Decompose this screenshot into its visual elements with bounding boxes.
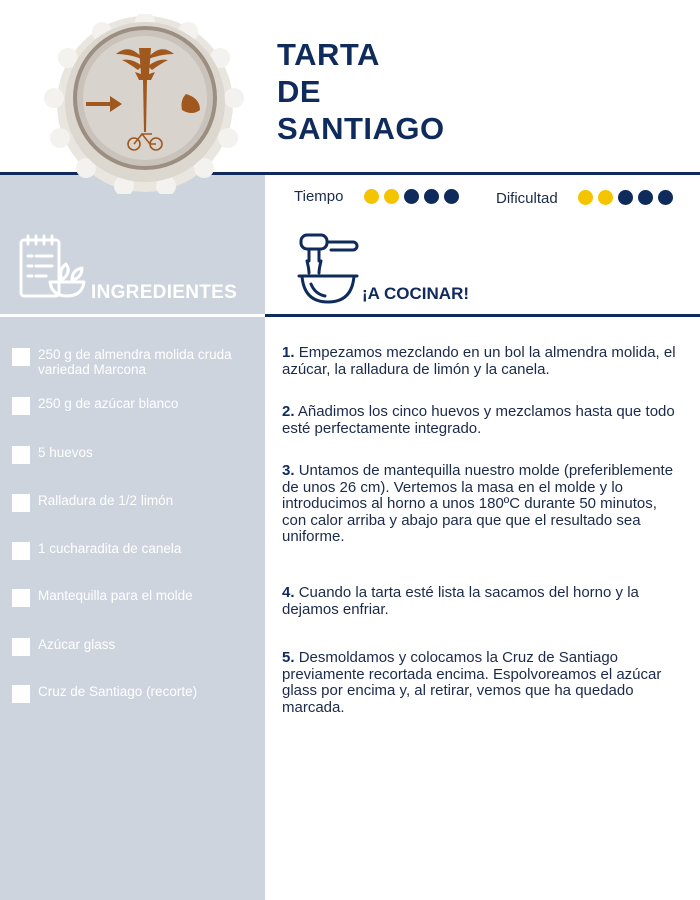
rating-dot [598,190,613,205]
time-rating [364,189,459,204]
difficulty-rating [578,190,673,205]
ingredient-text: 250 g de almendra molida cruda variedad Marcona [38,347,232,377]
step-number: 4. [282,584,295,601]
ingredients-heading: INGREDIENTES [91,282,238,303]
ingredient-item[interactable] [12,396,257,415]
cooking-step [282,463,684,546]
cooking-step [282,585,684,618]
title-line-2: DE [277,74,322,109]
ingredient-checkbox[interactable] [12,494,30,512]
rating-dot [424,189,439,204]
cooking-divider [265,314,700,317]
ingredient-text: 1 cucharadita de canela [38,541,182,556]
cooking-step [282,650,684,716]
ingredient-text: 5 huevos [38,445,93,460]
rating-dot [638,190,653,205]
ingredient-text: Azúcar glass [38,637,116,652]
step-text: Cuando la tarta esté lista la sacamos del horno y la dejamos enfriar. [282,584,639,618]
rating-dot [618,190,633,205]
ingredient-checkbox[interactable] [12,446,30,464]
ingredient-text: Ralladura de 1/2 limón [38,493,174,508]
rating-dot [404,189,419,204]
ingredient-checkbox[interactable] [12,589,30,607]
ingredient-item[interactable] [12,493,257,512]
rating-dot [578,190,593,205]
difficulty-label: Dificultad [496,190,558,207]
ingredient-checkbox[interactable] [12,685,30,703]
rating-dot [444,189,459,204]
ingredient-item[interactable] [12,588,257,607]
cooking-heading: ¡A COCINAR! [362,284,470,303]
ingredient-item[interactable] [12,637,257,656]
cake-santiago-photo [38,14,252,194]
step-number: 5. [282,649,295,666]
recipe-title [277,36,445,147]
hand-mixer-bowl-icon [297,232,359,306]
ingredient-item[interactable] [12,445,257,464]
ingredient-text: 250 g de azúcar blanco [38,396,179,411]
ingredients-divider [0,314,265,317]
time-label: Tiempo [294,188,344,205]
step-number: 3. [282,462,295,479]
step-number: 1. [282,344,295,361]
ingredient-item[interactable] [12,347,257,377]
ingredient-text: Mantequilla para el molde [38,588,193,603]
ingredient-checkbox[interactable] [12,397,30,415]
title-line-1: TARTA [277,37,380,72]
ingredient-checkbox[interactable] [12,348,30,366]
rating-dot [658,190,673,205]
title-line-3: SANTIAGO [277,111,445,146]
cooking-step [282,345,684,378]
ingredient-item[interactable] [12,541,257,560]
ingredient-checkbox[interactable] [12,542,30,560]
ingredient-text: Cruz de Santiago (recorte) [38,684,198,699]
ingredient-checkbox[interactable] [12,638,30,656]
step-text: Desmoldamos y colocamos la Cruz de Santiago previamente recortada encima. Espolvoreamos el azúcar glass por encima y, al retirar, vemos que ha quedado marcada. [282,649,662,716]
rating-dot [384,189,399,204]
step-text: Untamos de mantequilla nuestro molde (preferiblemente de unos 26 cm). Vertemos la masa en el molde y lo introducimos al horno a unos 180ºC durante 50 minutos, con calor arriba y abajo para que que el resultado sea uniforme. [282,462,674,545]
step-text: Empezamos mezclando en un bol la almendra molida, el azúcar, la ralladura de limón y la canela. [282,344,676,378]
ingredient-item[interactable] [12,684,257,703]
cooking-step [282,404,684,437]
rating-dot [364,189,379,204]
recipe-notebook-bowl-icon [18,232,88,302]
step-text: Añadimos los cinco huevos y mezclamos hasta que todo esté perfectamente integrado. [282,403,675,437]
step-number: 2. [282,403,295,420]
